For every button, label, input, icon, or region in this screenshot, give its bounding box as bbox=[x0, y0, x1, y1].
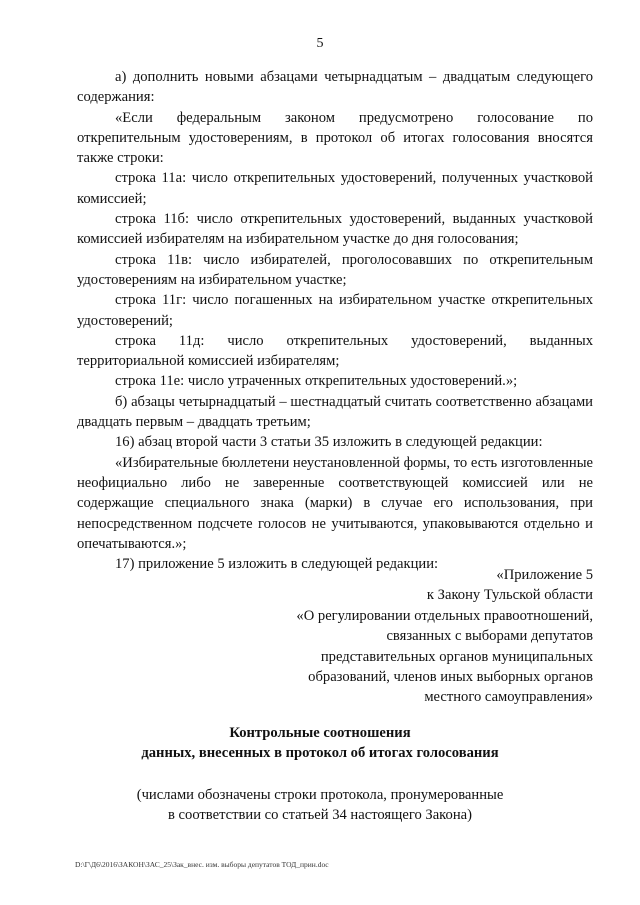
note-line: в соответствии со статьей 34 настоящего Закона) bbox=[168, 807, 472, 824]
paragraph-amend-b: б) абзацы четырнадцатый – шестнадцатый считать соответственно абзацами двадцать первым – двадцать третьим; bbox=[77, 393, 593, 431]
heading-note bbox=[0, 785, 640, 826]
paragraph-ballots: «Избирательные бюллетени неустановленной формы, то есть изготовленные неофициально либо не заверенные соответствующей комиссией или не содержащие специального знака (марки) в случае его использования, при непосредственном подсчете голосов не учитываются, упаковываются отдельно и опечатываются.»; bbox=[77, 454, 594, 552]
paragraph-line-11b: строка 11б: число открепительных удостоверений, выданных участковой комиссией избирателям на избирательном участке до дня голосования; bbox=[77, 211, 593, 248]
appendix-line: «Приложение 5 bbox=[496, 567, 593, 583]
paragraph-line-11v: строка 11в: число избирателей, проголосовавших по открепительным удостоверениям на избирательном участке; bbox=[77, 251, 593, 288]
paragraph-line-11a: строка 11а: число открепительных удостоверений, полученных участковой комиссией; bbox=[77, 170, 593, 207]
paragraph-line-11e: строка 11е: число утраченных открепительных удостоверений.»; bbox=[115, 373, 518, 390]
paragraph-item-17: 17) приложение 5 изложить в следующей редакции: bbox=[115, 556, 439, 573]
body-text bbox=[77, 67, 593, 574]
footer-file-path: D:\Г\Д6\2016\ЗАКОН\ЗАС_25\Зак_внес. изм. выборы депутатов ТОД_прин.doc bbox=[75, 860, 329, 869]
paragraph-line-11d: строка 11д: число открепительных удостоверений, выданных территориальной комиссией избирателям; bbox=[77, 332, 593, 370]
appendix-line: «О регулировании отдельных правоотношений, bbox=[296, 607, 593, 624]
note-line: (числами обозначены строки протокола, пронумерованные bbox=[136, 787, 504, 803]
appendix-line: образований, членов иных выборных органов bbox=[308, 669, 593, 686]
appendix-line: представительных органов муниципальных bbox=[320, 648, 593, 665]
appendix-line: связанных с выборами депутатов bbox=[386, 628, 593, 645]
paragraph-absentee-intro: «Если федеральным законом предусмотрено голосование по открепительным удостоверениям, в протокол об итогах голосования вносятся также строки: bbox=[77, 109, 593, 167]
appendix-header bbox=[173, 565, 593, 708]
paragraph-item-16: 16) абзац второй части 3 статьи 35 изложить в следующей редакции: bbox=[115, 434, 543, 451]
paragraph-line-11g: строка 11г: число погашенных на избирательном участке открепительных удостоверений; bbox=[77, 292, 593, 329]
page-number: 5 bbox=[316, 36, 324, 51]
heading-line: Контрольные соотношения bbox=[229, 725, 411, 741]
section-heading bbox=[0, 723, 640, 764]
appendix-line: местного самоуправления» bbox=[424, 689, 593, 706]
heading-line: данных, внесенных в протокол об итогах голосования bbox=[141, 745, 499, 762]
paragraph-amend-a: а) дополнить новыми абзацами четырнадцатым – двадцатым следующего содержания: bbox=[77, 69, 593, 106]
appendix-line: к Закону Тульской области bbox=[426, 587, 593, 604]
